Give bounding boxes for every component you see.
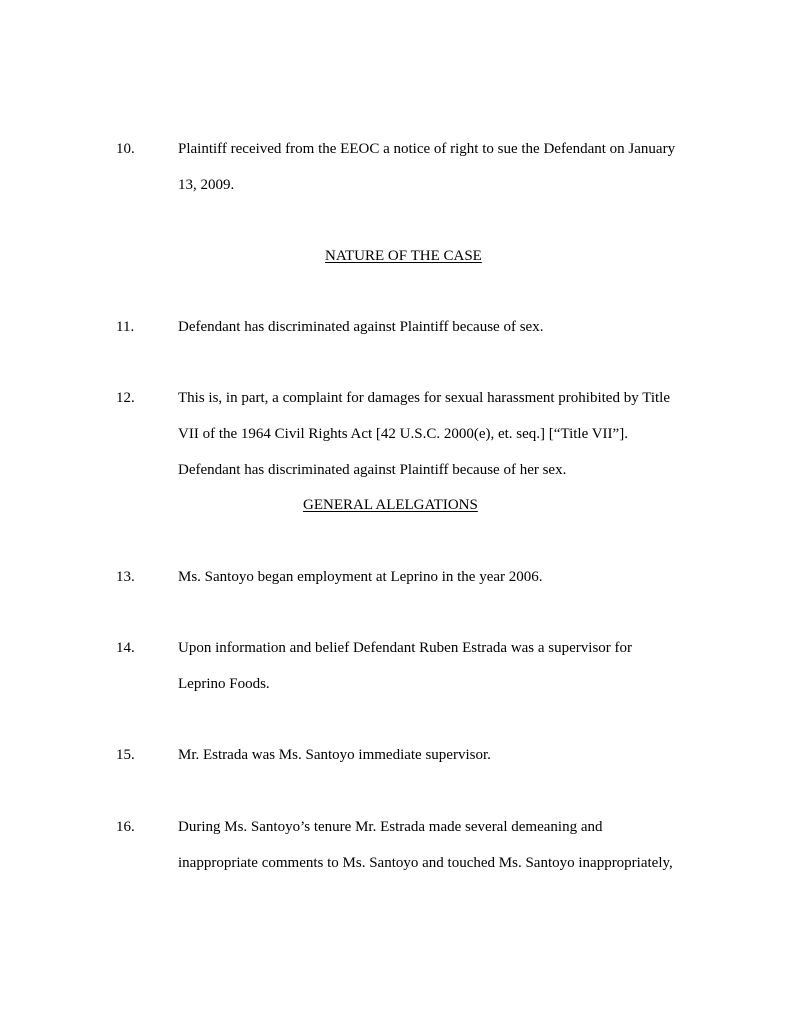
- paragraph-text-line: VII of the 1964 Civil Rights Act [42 U.S.C. 2000(e), et. seq.] [“Title VII”].: [178, 426, 628, 442]
- paragraph-number: 10.: [116, 141, 135, 157]
- paragraph-text-line: This is, in part, a complaint for damages for sexual harassment prohibited by Title: [178, 390, 670, 406]
- paragraph-text-line: Defendant has discriminated against Plaintiff because of her sex.: [178, 462, 567, 478]
- paragraph-number: 13.: [116, 569, 135, 585]
- paragraph-number: 16.: [116, 819, 135, 835]
- paragraph-text-line: During Ms. Santoyo’s tenure Mr. Estrada made several demeaning and: [178, 819, 603, 835]
- paragraph-text-line: Plaintiff received from the EEOC a notice of right to sue the Defendant on January: [178, 141, 676, 157]
- paragraph-number: 12.: [116, 390, 135, 406]
- paragraph-text-line: Mr. Estrada was Ms. Santoyo immediate supervisor.: [178, 747, 491, 763]
- paragraph-number: 14.: [116, 640, 135, 656]
- paragraph-text-line: Upon information and belief Defendant Ruben Estrada was a supervisor for: [178, 640, 633, 656]
- paragraph-number: 15.: [116, 747, 135, 763]
- paragraph-text-line: Ms. Santoyo began employment at Leprino in the year 2006.: [178, 569, 543, 585]
- paragraph-text-line: inappropriate comments to Ms. Santoyo and touched Ms. Santoyo inappropriately,: [178, 855, 673, 871]
- paragraph-text-line: 13, 2009.: [178, 177, 235, 193]
- section-heading-general-allegations: GENERAL ALELGATIONS: [303, 497, 478, 513]
- section-heading-nature-of-the-case: NATURE OF THE CASE: [325, 248, 482, 264]
- paragraph-text-line: Leprino Foods.: [178, 676, 270, 692]
- paragraph-number: 11.: [116, 319, 135, 335]
- paragraph-text-line: Defendant has discriminated against Plaintiff because of sex.: [178, 319, 544, 335]
